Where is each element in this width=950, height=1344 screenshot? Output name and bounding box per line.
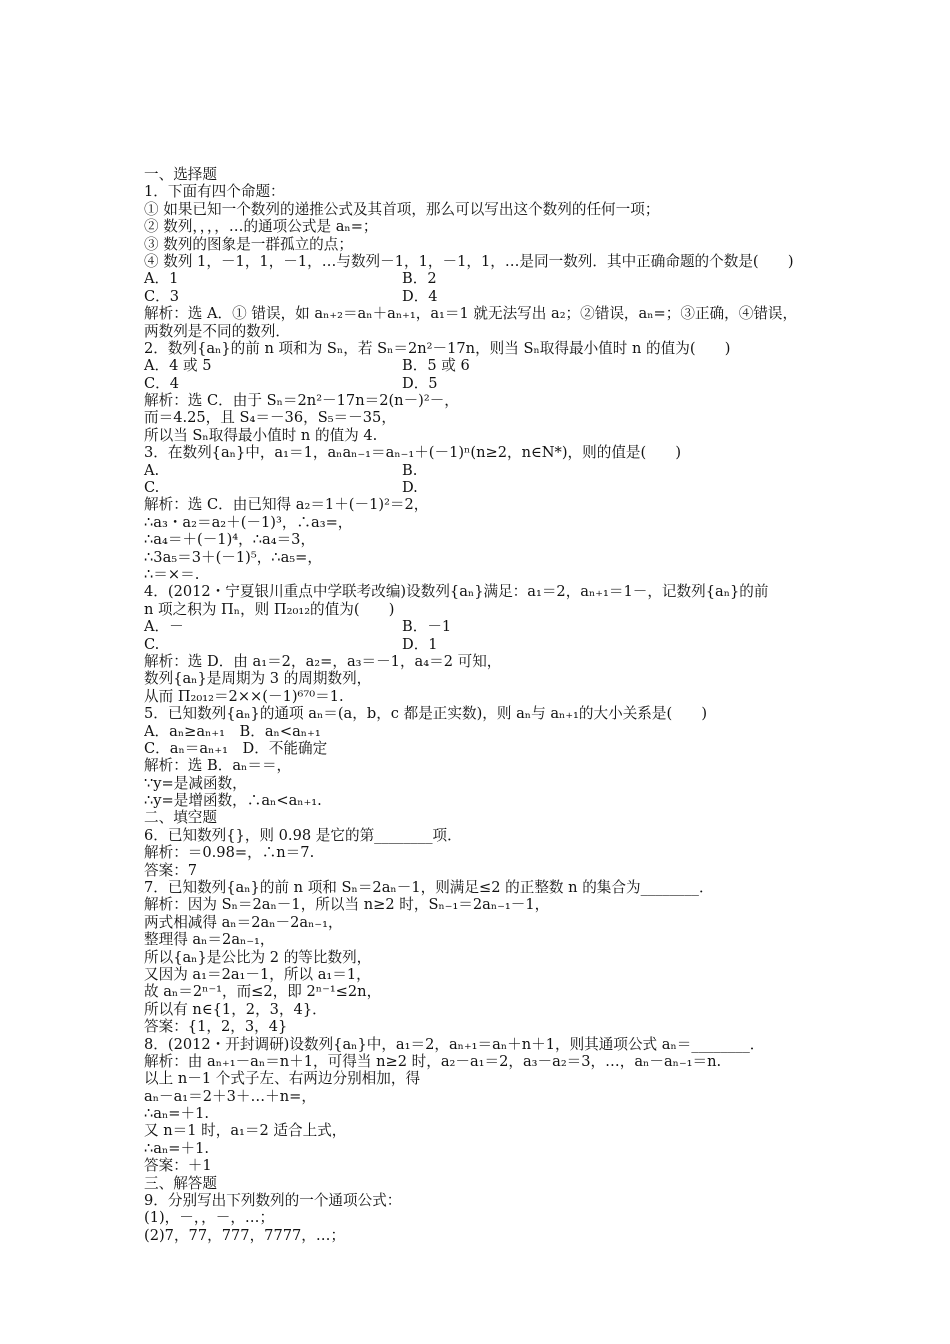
q3-analysis-2: ∴a₃・a₂＝a₂＋(－1)³，∴a₃=， [144, 513, 353, 531]
q4-option-d: D．1 [402, 635, 438, 653]
q8-stem: 8．(2012・开封调研)设数列{aₙ}中，a₁＝2，aₙ₊₁＝aₙ＋n＋1，则其通项公式 aₙ＝________． [144, 1035, 765, 1053]
document-page [144, 166, 814, 1244]
section-heading-solve: 三、解答题 [144, 1174, 217, 1192]
q3-option-c: C. [144, 479, 160, 497]
q5-stem: 5．已知数列{aₙ}的通项 aₙ＝(a，b，c 都是正实数)，则 aₙ与 aₙ₊₁的大小关系是( ) [144, 705, 708, 723]
q4-option-b: B．－1 [402, 618, 452, 636]
q4-analysis-2: 数列{aₙ}是周期为 3 的周期数列， [144, 670, 372, 688]
section-heading-fill: 二、填空题 [144, 809, 217, 827]
q4-analysis-1: 解析：选 D．由 a₁＝2，a₂=，a₃＝－1，a₄＝2 可知， [144, 652, 502, 670]
q2-option-b: B．5 或 6 [402, 357, 470, 375]
q1-option-b: B．2 [402, 270, 437, 288]
q4-stem-1: 4．(2012・宁夏银川重点中学联考改编)设数列{aₙ}满足：a₁＝2，aₙ₊₁＝1－，记数列{aₙ}的前 [144, 583, 769, 601]
q2-option-c: C．4 [144, 374, 180, 392]
q1-stem: 1．下面有四个命题： [144, 183, 285, 201]
q1-prop-4: ④ 数列 1，－1，1，－1，…与数列－1，1，－1，1，…是同一数列．其中正确命题的个数是( ) [144, 252, 794, 270]
q2-options-row-1 [144, 357, 814, 374]
q8-analysis-6: ∴aₙ=＋1. [144, 1139, 210, 1157]
q8-analysis-5: 又 n＝1 时，a₁＝2 适合上式， [144, 1122, 347, 1140]
q3-option-d: D. [402, 479, 418, 497]
q9-stem: 9．分别写出下列数列的一个通项公式： [144, 1192, 402, 1210]
q3-options-row-1 [144, 462, 814, 479]
q1-analysis-2: 两数列是不同的数列． [144, 322, 290, 340]
q4-option-a: A．－ [144, 618, 184, 636]
q7-analysis-6: 故 aₙ＝2ⁿ⁻¹，而≤2，即 2ⁿ⁻¹≤2n， [144, 983, 382, 1001]
q7-analysis-5: 又因为 a₁＝2a₁－1，所以 a₁＝1， [144, 965, 371, 983]
q5-analysis-1: 解析：选 B．aₙ＝＝， [144, 757, 292, 775]
q8-answer: 答案：＋1 [144, 1157, 212, 1175]
q3-stem: 3．在数列{aₙ}中，a₁＝1，aₙaₙ₋₁＝aₙ₋₁＋(－1)ⁿ(n≥2，n∈N*)，则的值是( ) [144, 444, 682, 462]
q3-analysis-1: 解析：选 C．由已知得 a₂＝1＋(－1)²＝2， [144, 496, 429, 514]
q3-analysis-3: ∴a₄＝＋(－1)⁴，∴a₄＝3， [144, 531, 316, 549]
q1-option-c: C．3 [144, 287, 180, 305]
q4-options-row-2 [144, 636, 814, 653]
q5-analysis-2: ∵y=是减函数， [144, 774, 247, 792]
q5-options-row-1: A．aₙ≥aₙ₊₁ B．aₙ<aₙ₊₁ [144, 722, 321, 740]
q3-analysis-5: ∴＝×＝. [144, 565, 200, 583]
q1-prop-1: ① 如果已知一个数列的递推公式及其首项，那么可以写出这个数列的任何一项； [144, 200, 660, 218]
q2-option-d: D．5 [402, 374, 438, 392]
q2-analysis-2: 而＝4.25，且 S₄＝－36，S₅＝－35， [144, 409, 396, 427]
q8-analysis-4: ∴aₙ=＋1. [144, 1105, 210, 1123]
q2-option-a: A．4 或 5 [144, 357, 212, 375]
q2-options-row-2 [144, 375, 814, 392]
q3-option-b: B. [402, 461, 418, 479]
q7-analysis-4: 所以{aₙ}是公比为 2 的等比数列， [144, 948, 372, 966]
q1-options-row-2 [144, 288, 814, 305]
q9-part-1: (1)，－，，－，…； [144, 1209, 275, 1227]
q1-options-row-1 [144, 270, 814, 287]
q7-stem: 7．已知数列{aₙ}的前 n 项和 Sₙ＝2aₙ－1，则满足≤2 的正整数 n 的集合为________． [144, 879, 714, 897]
q4-stem-2: n 项之积为 Πₙ，则 Π₂₀₁₂的值为( ) [144, 600, 395, 618]
section-heading-choice: 一、选择题 [144, 166, 217, 183]
q7-analysis-3: 整理得 aₙ＝2aₙ₋₁， [144, 931, 275, 949]
q4-analysis-3: 从而 Π₂₀₁₂＝2××(－1)⁶⁷⁰＝1. [144, 687, 344, 705]
q1-option-a: A．1 [144, 270, 179, 288]
q5-options-row-2: C．aₙ＝aₙ₊₁ D．不能确定 [144, 739, 328, 757]
q4-options-row-1 [144, 618, 814, 635]
q6-answer: 答案：7 [144, 861, 198, 879]
q8-analysis-3: aₙ－a₁＝2＋3＋…＋n=， [144, 1087, 316, 1105]
q6-analysis-1: 解析：＝0.98=，∴n＝7. [144, 844, 315, 862]
q7-answer: 答案：{1，2，3，4} [144, 1018, 288, 1036]
q1-prop-2: ② 数列，，，，…的通项公式是 aₙ=； [144, 218, 378, 236]
q7-analysis-2: 两式相减得 aₙ＝2aₙ－2aₙ₋₁， [144, 913, 343, 931]
q1-prop-3: ③ 数列的图象是一群孤立的点； [144, 235, 353, 253]
q3-option-a: A. [144, 461, 160, 479]
q7-analysis-7: 所以有 n∈{1，2，3，4}． [144, 1000, 327, 1018]
q8-analysis-1: 解析：由 aₙ₊₁－aₙ＝n＋1，可得当 n≥2 时，a₂－a₁＝2，a₃－a₂＝3，…，aₙ－aₙ₋₁＝n. [144, 1052, 722, 1070]
q2-analysis-1: 解析：选 C．由于 Sₙ＝2n²－17n＝2(n－)²－， [144, 392, 459, 410]
q6-stem: 6．已知数列{}，则 0.98 是它的第________项． [144, 826, 462, 844]
q3-analysis-4: ∴3a₅＝3＋(－1)⁵，∴a₅=， [144, 548, 322, 566]
q2-analysis-3: 所以当 Sₙ取得最小值时 n 的值为 4. [144, 426, 378, 444]
q8-analysis-2: 以上 n－1 个式子左、右两边分别相加，得 [144, 1070, 421, 1088]
q2-stem: 2．数列{aₙ}的前 n 项和为 Sₙ，若 Sₙ＝2n²－17n，则当 Sₙ取得最小值时 n 的值为( ) [144, 339, 731, 357]
q9-part-2: (2)7，77，777，7777，…； [144, 1226, 346, 1244]
q4-option-c: C. [144, 635, 160, 653]
q3-options-row-2 [144, 479, 814, 496]
q1-analysis-1: 解析：选 A．① 错误，如 aₙ₊₂＝aₙ＋aₙ₊₁，a₁＝1 就无法写出 a₂；②错误，aₙ=；③正确，④错误， [144, 305, 798, 323]
q1-option-d: D．4 [402, 287, 438, 305]
q7-analysis-1: 解析：因为 Sₙ＝2aₙ－1，所以当 n≥2 时，Sₙ₋₁＝2aₙ₋₁－1， [144, 896, 550, 914]
q5-analysis-3: ∴y=是增函数，∴aₙ<aₙ₊₁. [144, 792, 322, 810]
